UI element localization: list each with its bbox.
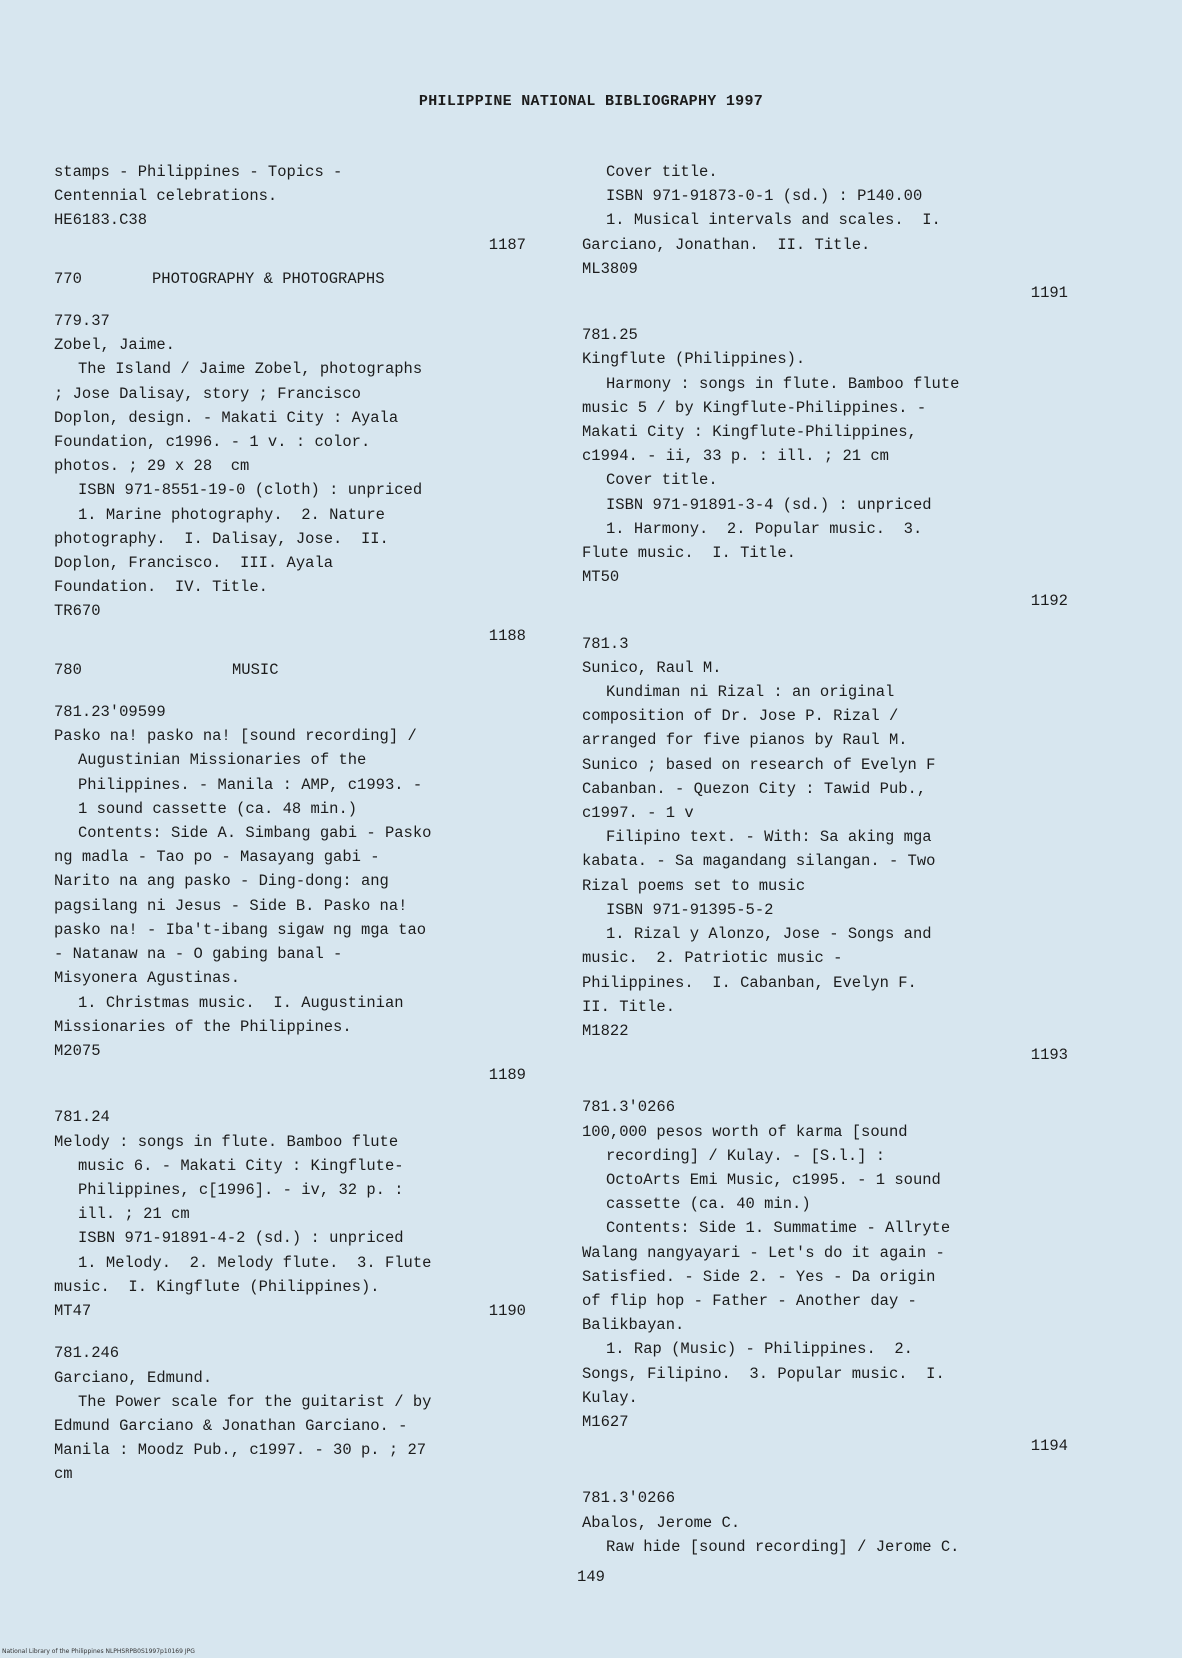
bibliographic-entry-1189 — [54, 700, 536, 1087]
entry-line: pasko na! - Iba't-ibang sigaw ng mga tao — [54, 920, 427, 939]
entry-line: ISBN 971-8551-19-0 (cloth) : unpriced — [78, 481, 423, 500]
entry-line: ; Jose Dalisay, story ; Francisco — [54, 384, 361, 403]
entry-line: Sunico ; based on research of Evelyn F — [582, 755, 936, 774]
bibliographic-entry-1195 — [582, 1486, 1078, 1559]
entry-line: Centennial celebrations. — [54, 187, 278, 206]
entry-line: Philippines. I. Cabanban, Evelyn F. — [582, 973, 917, 992]
entry-line: Philippines. - Manila : AMP, c1993. - — [78, 775, 423, 794]
entry-line: Filipino text. - With: Sa aking mga — [606, 828, 932, 847]
entry-line: cassette (ca. 40 min.) — [606, 1195, 811, 1214]
entry-author: Abalos, Jerome C. — [582, 1513, 741, 1532]
entry-line: M2075 — [54, 1041, 101, 1060]
entry-line: ISBN 971-91395-5-2 — [606, 900, 774, 919]
page-number: 149 — [577, 1568, 605, 1586]
entry-number: 1187 — [488, 235, 526, 254]
entry-line: photos. ; 29 x 28 cm — [54, 457, 250, 476]
entry-author: Zobel, Jaime. — [54, 336, 175, 355]
entry-line: 1. Harmony. 2. Popular music. 3. — [606, 519, 923, 538]
entry-line: Cover title. — [606, 471, 718, 490]
entry-line: 1 sound cassette (ca. 48 min.) — [78, 799, 358, 818]
entry-line: music 6. - Makati City : Kingflute- — [78, 1156, 404, 1175]
entry-line: music 5 / by Kingflute-Philippines. - — [582, 398, 927, 417]
entry-line: 1. Rizal y Alonzo, Jose - Songs and — [606, 925, 932, 944]
entry-line: ill. ; 21 cm — [78, 1205, 190, 1224]
entry-line: Harmony : songs in flute. Bamboo flute — [606, 374, 960, 393]
entry-line: Doplon, Francisco. III. Ayala — [54, 554, 334, 573]
entry-author: Sunico, Raul M. — [582, 658, 722, 677]
entry-number: 1189 — [488, 1066, 526, 1085]
entry-author: Garciano, Edmund. — [54, 1368, 213, 1387]
class-number: 781.23'09599 — [54, 703, 166, 722]
entry-line: arranged for five pianos by Raul M. — [582, 731, 908, 750]
bibliographic-entry-1191 — [54, 1341, 536, 1486]
entry-line: The Power scale for the guitarist / by — [78, 1392, 432, 1411]
entry-line: OctoArts Emi Music, c1995. - 1 sound — [606, 1170, 941, 1189]
entry-number: 1188 — [488, 626, 526, 645]
entry-line: pagsilang ni Jesus - Side B. Pasko na! — [54, 896, 408, 915]
right-column — [582, 160, 1078, 1559]
entry-line: c1994. - ii, 33 p. : ill. ; 21 cm — [582, 447, 889, 466]
entry-line: 1. Marine photography. 2. Nature — [78, 505, 385, 524]
section-code: 770 — [54, 269, 82, 288]
entry-number: 1194 — [1030, 1437, 1068, 1456]
section-code: 780 — [54, 660, 82, 679]
class-number: 781.246 — [54, 1344, 120, 1363]
scan-footer: National Library of the Philippines NLPHSRPB0S1997p10169 JPG — [2, 1648, 195, 1655]
entry-line: Misyonera Agustinas. — [54, 969, 241, 988]
entry-line: ng madla - Tao po - Masayang gabi - — [54, 848, 380, 867]
page-title: PHILIPPINE NATIONAL BIBLIOGRAPHY 1997 — [418, 93, 764, 110]
entry-line: Foundation, c1996. - 1 v. : color. — [54, 433, 371, 452]
entry-line: kabata. - Sa magandang silangan. - Two — [582, 852, 936, 871]
entry-line: TR670 — [54, 602, 101, 621]
entry-line: MT50 — [582, 568, 620, 587]
entry-line: MT47 — [54, 1301, 92, 1320]
entry-line: 1. Rap (Music) - Philippines. 2. — [606, 1340, 913, 1359]
class-number: 781.3 — [582, 634, 629, 653]
section-title: PHOTOGRAPHY & PHOTOGRAPHS — [152, 269, 385, 288]
entry-author: Kingflute (Philippines). — [582, 350, 806, 369]
entry-line: 1. Musical intervals and scales. I. — [606, 211, 941, 230]
entry-line: ISBN 971-91891-4-2 (sd.) : unpriced — [78, 1229, 404, 1248]
entry-line: Walang nangyayari - Let's do it again - — [582, 1243, 945, 1262]
entry-line: Melody : songs in flute. Bamboo flute — [54, 1132, 399, 1151]
entry-number: 1191 — [1030, 284, 1068, 303]
entry-line: photography. I. Dalisay, Jose. II. — [54, 529, 389, 548]
entry-line: Missionaries of the Philippines. — [54, 1017, 352, 1036]
entry-line: Augustinian Missionaries of the — [78, 751, 367, 770]
entry-line: Doplon, design. - Makati City : Ayala — [54, 408, 399, 427]
entry-line: Pasko na! pasko na! [sound recording] / — [54, 727, 417, 746]
left-column — [54, 160, 536, 1487]
entry-line: Narito na ang pasko - Ding-dong: ang — [54, 872, 389, 891]
entry-line: Manila : Moodz Pub., c1997. - 30 p. ; 27 — [54, 1441, 427, 1460]
entry-number: 1192 — [1030, 592, 1068, 611]
entry-line: ISBN 971-91891-3-4 (sd.) : unpriced — [606, 495, 932, 514]
class-number: 779.37 — [54, 312, 110, 331]
entry-line: Kulay. — [582, 1388, 638, 1407]
entry-line: 1. Christmas music. I. Augustinian — [78, 993, 404, 1012]
entry-number: 1193 — [1030, 1046, 1068, 1065]
entry-number: 1190 — [488, 1302, 526, 1321]
bibliographic-entry-1188 — [54, 309, 536, 648]
entry-line: Edmund Garciano & Jonathan Garciano. - — [54, 1416, 408, 1435]
entry-line: music. 2. Patriotic music - — [582, 949, 843, 968]
entry-line: of flip hop - Father - Another day - — [582, 1291, 917, 1310]
entry-line: music. I. Kingflute (Philippines). — [54, 1277, 380, 1296]
entry-line: Balikbayan. — [582, 1316, 685, 1335]
entry-line: II. Title. — [582, 997, 676, 1016]
entry-line: M1627 — [582, 1412, 629, 1431]
entry-line: c1997. - 1 v — [582, 804, 694, 823]
entry-line: M1822 — [582, 1021, 629, 1040]
entry-line: ML3809 — [582, 259, 638, 278]
entry-line: 1. Melody. 2. Melody flute. 3. Flute — [78, 1253, 432, 1272]
section-heading-770 — [54, 267, 536, 291]
bibliographic-entry-1193 — [582, 632, 1078, 1068]
entry-line: Cover title. — [606, 163, 718, 181]
entry-line: Garciano, Jonathan. II. Title. — [582, 235, 871, 254]
entry-line: HE6183.C38 — [54, 211, 148, 230]
entry-line: Contents: Side A. Simbang gabi - Pasko — [78, 824, 432, 843]
entry-line: Raw hide [sound recording] / Jerome C. — [606, 1537, 960, 1556]
entry-line: Kundiman ni Rizal : an original — [606, 683, 895, 702]
entry-line: - Natanaw na - O gabing banal - — [54, 945, 343, 964]
entry-line: Philippines, c[1996]. - iv, 32 p. : — [78, 1180, 404, 1199]
entry-line: Rizal poems set to music — [582, 876, 806, 895]
class-number: 781.3'0266 — [582, 1098, 676, 1117]
entry-line: Cabanban. - Quezon City : Tawid Pub., — [582, 779, 927, 798]
entry-line: The Island / Jaime Zobel, photographs — [78, 360, 423, 379]
section-heading-780 — [54, 658, 536, 682]
class-number: 781.24 — [54, 1108, 110, 1127]
entry-line: Foundation. IV. Title. — [54, 578, 268, 597]
entry-line: composition of Dr. Jose P. Rizal / — [582, 707, 899, 726]
entry-line: recording] / Kulay. - [S.l.] : — [606, 1146, 886, 1165]
entry-line: 100,000 pesos worth of karma [sound — [582, 1122, 908, 1141]
entry-line: Songs, Filipino. 3. Popular music. I. — [582, 1364, 945, 1383]
section-title: MUSIC — [232, 660, 279, 679]
bibliographic-entry-1194 — [582, 1095, 1078, 1458]
class-number: 781.25 — [582, 326, 638, 345]
entry-line: stamps - Philippines - Topics - — [54, 163, 343, 181]
entry-line: Satisfied. - Side 2. - Yes - Da origin — [582, 1267, 936, 1286]
bibliographic-entry-1192 — [582, 323, 1078, 613]
class-number: 781.3'0266 — [582, 1489, 676, 1508]
entry-line: cm — [54, 1465, 73, 1484]
entry-line: Contents: Side 1. Summatime - Allryte — [606, 1219, 951, 1238]
bibliographic-entry-1190 — [54, 1105, 536, 1323]
entry-line: Flute music. I. Title. — [582, 544, 796, 563]
entry-line: Makati City : Kingflute-Philippines, — [582, 423, 917, 442]
entry-line: ISBN 971-91873-0-1 (sd.) : P140.00 — [606, 187, 923, 206]
